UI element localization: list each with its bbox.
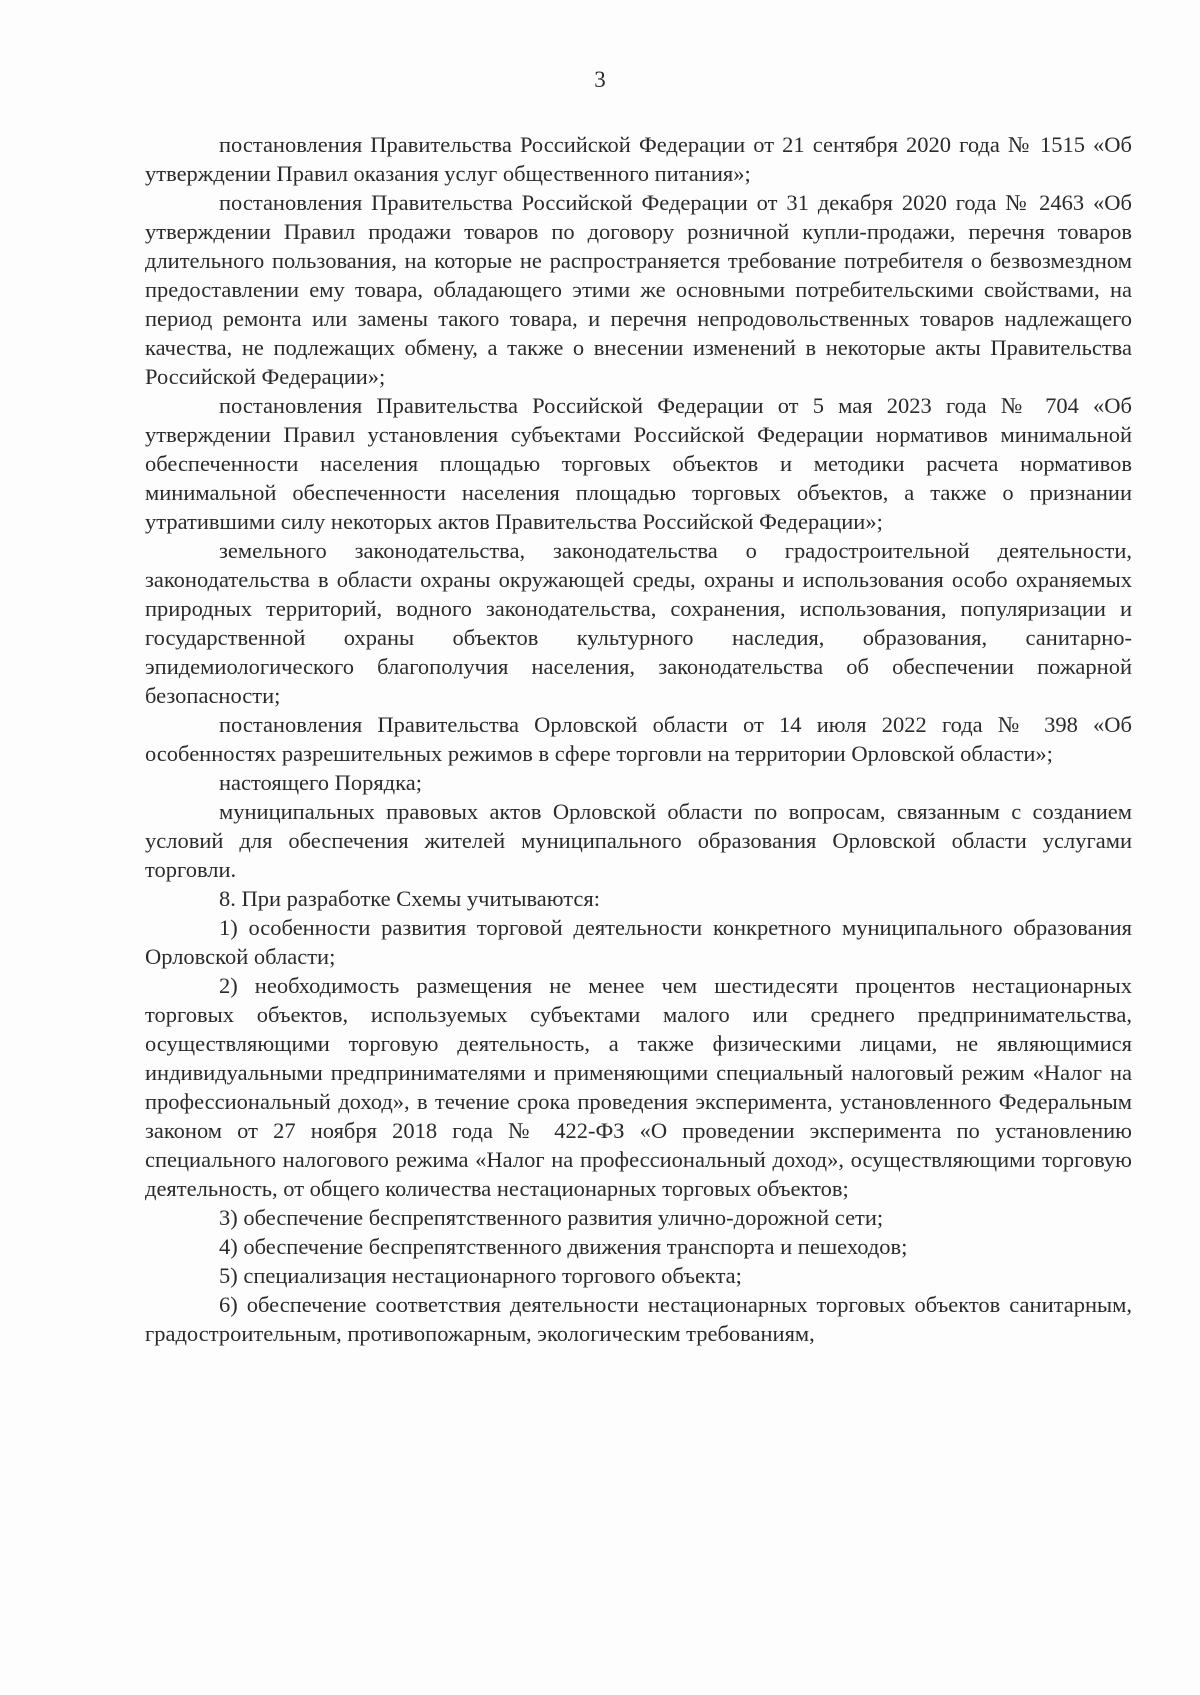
list-item: 1) особенности развития торговой деятельности конкретного муниципального образования Орловской области; [145, 915, 1132, 969]
document-body [145, 130, 1132, 1348]
list-item: 2) необходимость размещения не менее чем шестидесяти процентов нестационарных торговых объектов, используемых субъектами малого или среднего предпринимательства, осуществляющими торговую деятельность, а также физическими лицами, не являющимися индивидуальными предпринимателями и применяющими специальный налоговый режим «Налог на профессиональный доход», в течение срока проведения эксперимента, установленного Федеральным законом от 27 ноября 2018 года № 422-ФЗ «О проведении эксперимента по установлению специального налогового режима «Налог на профессиональный доход», осуществляющими торговую деятельность, от общего количества нестационарных торговых объектов; [145, 973, 1132, 1201]
list-item: 3) обеспечение беспрепятственного развития улично-дорожной сети; [219, 1205, 884, 1230]
paragraph: настоящего Порядка; [219, 770, 422, 795]
list-item: 4) обеспечение беспрепятственного движения транспорта и пешеходов; [219, 1234, 908, 1259]
paragraph: постановления Правительства Российской Федерации от 21 сентября 2020 года № 1515 «Об утверждении Правил оказания услуг общественного питания»; [145, 132, 1132, 186]
list-item: 6) обеспечение соответствия деятельности нестационарных торговых объектов санитарным, градостроительным, противопожарным, экологическим требованиям, [145, 1292, 1132, 1346]
paragraph: земельного законодательства, законодательства о градостроительной деятельности, законодательства в области охраны окружающей среды, охраны и использования особо охраняемых природных территорий, водного законодательства, сохранения, использования, популяризации и государственной охраны объектов культурного наследия, образования, санитарно-эпидемиологического благополучия населения, законодательства об обеспечении пожарной безопасности; [145, 538, 1132, 708]
paragraph: постановления Правительства Орловской области от 14 июля 2022 года № 398 «Об особенностях разрешительных режимов в сфере торговли на территории Орловской области»; [145, 712, 1132, 766]
page-number: 3 [594, 67, 606, 92]
list-heading: 8. При разработке Схемы учитываются: [219, 886, 600, 911]
list-item: 5) специализация нестационарного торгового объекта; [219, 1263, 742, 1288]
paragraph: муниципальных правовых актов Орловской области по вопросам, связанным с созданием условий для обеспечения жителей муниципального образования Орловской области услугами торговли. [145, 799, 1132, 882]
paragraph: постановления Правительства Российской Федерации от 5 мая 2023 года № 704 «Об утверждении Правил установления субъектами Российской Федерации нормативов минимальной обеспеченности населения площадью торговых объектов и методики расчета нормативов минимальной обеспеченности населения площадью торговых объектов, а также о признании утратившими силу некоторых актов Правительства Российской Федерации»; [145, 393, 1132, 534]
paragraph: постановления Правительства Российской Федерации от 31 декабря 2020 года № 2463 «Об утверждении Правил продажи товаров по договору розничной купли-продажи, перечня товаров длительного пользования, на которые не распространяется требование потребителя о безвозмездном предоставлении ему товара, обладающего этими же основными потребительскими свойствами, на период ремонта или замены такого товара, и перечня непродовольственных товаров надлежащего качества, не подлежащих обмену, а также о внесении изменений в некоторые акты Правительства Российской Федерации»; [145, 190, 1132, 389]
